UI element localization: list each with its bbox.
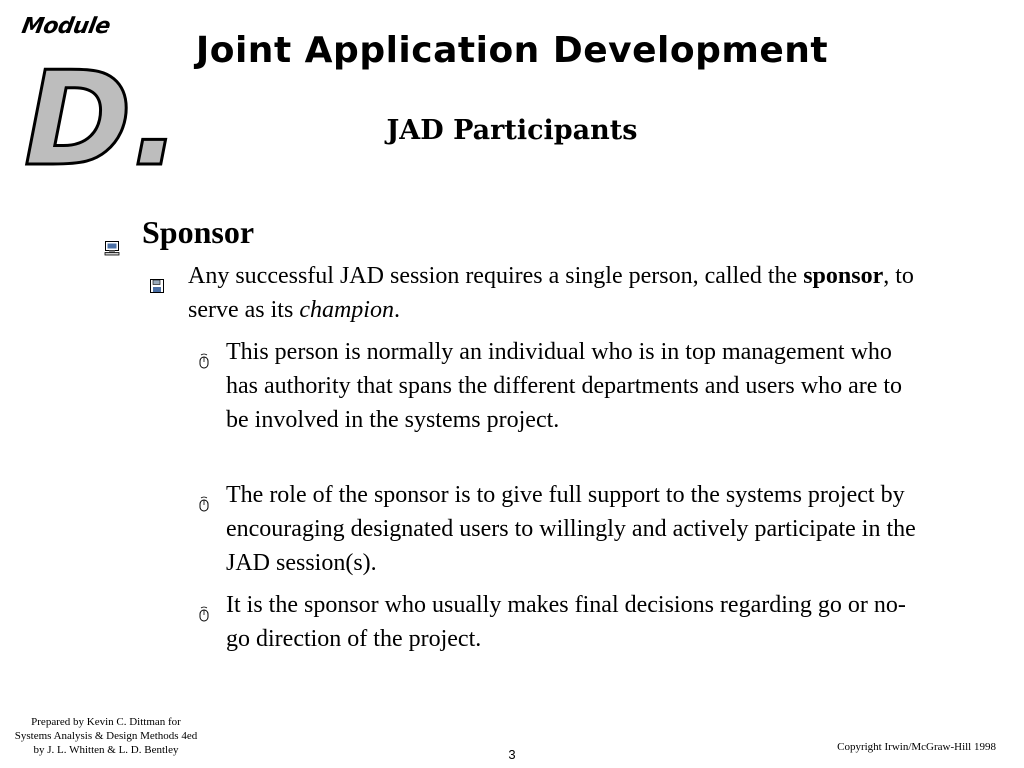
footer-credit	[0, 715, 212, 757]
logo-letter-text: D.	[24, 43, 182, 195]
mouse-icon	[198, 588, 226, 632]
page-subtitle: JAD Participants	[386, 115, 638, 146]
bullet-level2-text	[188, 259, 930, 327]
bullet-level3-text-1: This person is normally an individual who is in top management who has authority that spans the different departments and users who are to be involved in the systems project.	[226, 339, 903, 433]
level2-italic-term: champion	[299, 297, 394, 323]
mouse-icon	[198, 335, 226, 379]
mouse-icon	[198, 478, 226, 522]
bullet-level3-text-2: The role of the sponsor is to give full support to the systems project by encouraging designated users to willingly and actively participate in the JAD session(s).	[226, 482, 916, 576]
level2-text-before: Any successful JAD session requires a single person, called the	[188, 263, 804, 289]
footer-credit-line-1: Prepared by Kevin C. Dittman for	[31, 716, 181, 728]
floppy-disk-icon	[150, 259, 188, 303]
level2-text-middle: , to serve as its	[188, 263, 914, 323]
footer-credit-line-2: Systems Analysis & Design Methods 4ed	[14, 730, 198, 742]
bullet-level1-text: Sponsor	[142, 214, 255, 250]
bullet-level3-item-1	[198, 335, 928, 437]
footer-copyright: Copyright Irwin/McGraw-Hill 1998	[837, 741, 996, 753]
footer-credit-line-3: by J. L. Whitten & L. D. Bentley	[33, 744, 179, 756]
bullet-level3-item-3	[198, 588, 928, 656]
page-number: 3	[508, 747, 516, 762]
logo-module-word: Module	[19, 14, 113, 39]
bullet-level2	[150, 259, 930, 327]
bullet-level1-sponsor	[104, 212, 254, 265]
computer-icon	[104, 212, 142, 265]
level2-bold-term: sponsor	[803, 263, 884, 289]
page-title: Joint Application Development	[195, 30, 829, 71]
bullet-level3-item-2	[198, 478, 928, 580]
level2-text-after: .	[393, 297, 400, 323]
bullet-level3-text-3: It is the sponsor who usually makes final decisions regarding go or no-go direction of the project.	[226, 592, 906, 652]
